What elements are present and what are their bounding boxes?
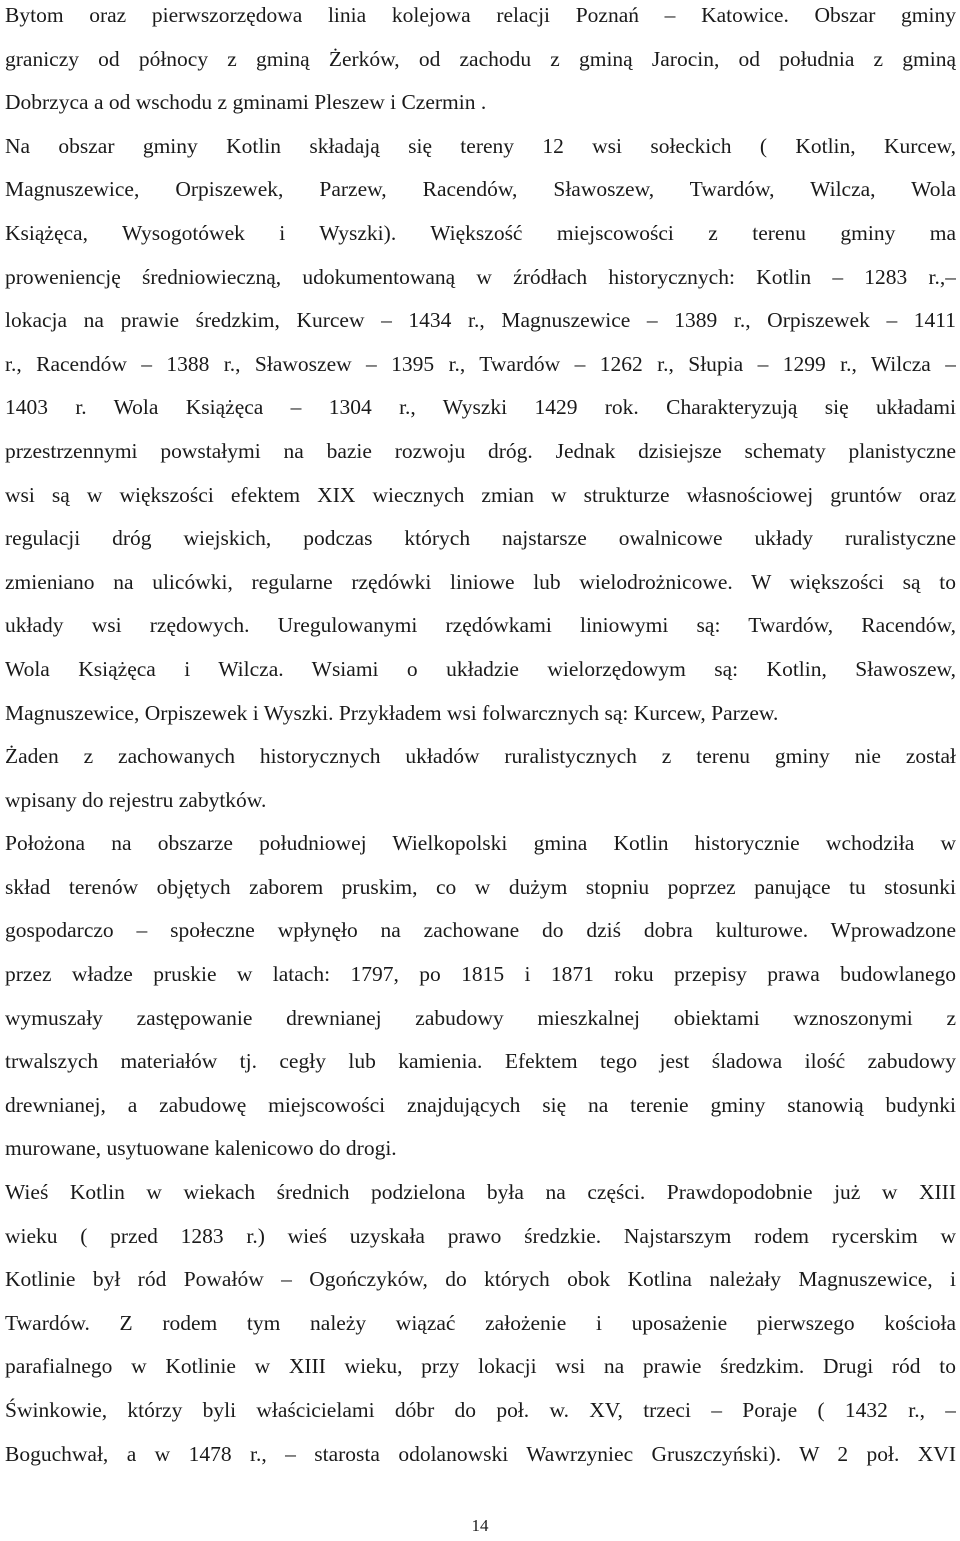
text-line: Świnkowie, którzy byli właścicielami dóbr do poł. w. XV, trzeci – Poraje ( 1432 r., – [5, 1398, 956, 1422]
text-line: skład terenów objętych zaborem pruskim, co w dużym stopniu poprzez panujące tu stosunki [5, 874, 956, 899]
text-line: przez władze pruskie w latach: 1797, po 1815 i 1871 roku przepisy prawa budowlanego [5, 962, 956, 987]
text-line: układy wsi rzędowych. Uregulowanymi rzędówkami liniowymi są: Twardów, Racendów, [5, 613, 956, 638]
page-number: 14 [471, 1516, 489, 1535]
text-line: trwalszych materiałów tj. cegły lub kamienia. Efektem tego jest śladowa ilość zabudowy [5, 1049, 956, 1074]
text-line: Bytom oraz pierwszorzędowa linia kolejowa relacji Poznań – Katowice. Obszar gminy [5, 3, 956, 27]
text-line: zmieniano na ulicówki, regularne rzędówki liniowe lub wielodrożnicowe. W większości są to [5, 569, 956, 594]
text-line: Wola Książęca i Wilcza. Wsiami o układzie wielorzędowym są: Kotlin, Sławoszew, [5, 656, 956, 681]
text-line: 1403 r. Wola Książęca – 1304 r., Wyszki 1429 rok. Charakteryzują się układami [5, 395, 956, 420]
text-line: wpisany do rejestru zabytków. [5, 787, 267, 812]
body-text [5, 0, 956, 1476]
text-line: wsi są w większości efektem XIX wiecznych zmian w strukturze własnościowej gruntów oraz [5, 482, 956, 507]
text-line: proweniencję średniowieczną, udokumentowaną w źródłach historycznych: Kotlin – 1283 r.,– [5, 264, 956, 289]
text-line: Magnuszewice, Orpiszewek i Wyszki. Przykładem wsi folwarcznych są: Kurcew, Parzew. [5, 700, 779, 725]
text-line: Żaden z zachowanych historycznych układów ruralistycznych z terenu gminy nie został [5, 744, 956, 769]
text-line: graniczy od północy z gminą Żerków, od zachodu z gminą Jarocin, od południa z gminą [5, 46, 956, 71]
text-line: Książęca, Wysogotówek i Wyszki). Większość miejscowości z terenu gminy ma [5, 220, 956, 245]
text-line: r., Racendów – 1388 r., Sławoszew – 1395 r., Twardów – 1262 r., Słupia – 1299 r., Wilcza – [5, 351, 956, 376]
text-line: Dobrzyca a od wschodu z gminami Pleszew i Czermin . [5, 90, 487, 115]
text-line: Boguchwał, a w 1478 r., – starosta odolanowski Wawrzyniec Gruszczyński). W 2 poł. XVI [5, 1441, 956, 1466]
text-line: parafialnego w Kotlinie w XIII wieku, przy lokacji wsi na prawie średzkim. Drugi ród to [5, 1354, 956, 1379]
text-line: Kotlinie był ród Powałów – Ogończyków, do których obok Kotlina należały Magnuszewice, i [5, 1267, 956, 1292]
text-line: Magnuszewice, Orpiszewek, Parzew, Racendów, Sławoszew, Twardów, Wilcza, Wola [5, 177, 956, 202]
text-line: gospodarczo – społeczne wpłynęło na zachowane do dziś dobra kulturowe. Wprowadzone [5, 918, 956, 943]
text-line: lokacja na prawie średzkim, Kurcew – 1434 r., Magnuszewice – 1389 r., Orpiszewek – 1411 [5, 308, 956, 333]
text-line: Twardów. Z rodem tym należy wiązać założenie i uposażenie pierwszego kościoła [5, 1310, 956, 1335]
text-line: wieku ( przed 1283 r.) wieś uzyskała prawo średzkie. Najstarszym rodem rycerskim w [5, 1223, 956, 1248]
text-line: Wieś Kotlin w wiekach średnich podzielona była na części. Prawdopodobnie już w XIII [5, 1180, 956, 1205]
text-line: wymuszały zastępowanie drewnianej zabudowy mieszkalnej obiektami wznoszonymi z [5, 1005, 956, 1030]
text-line: murowane, usytuowane kalenicowo do drogi. [5, 1136, 397, 1161]
text-line: Położona na obszarze południowej Wielkopolski gmina Kotlin historycznie wchodziła w [5, 831, 956, 856]
text-line: przestrzennymi powstałymi na bazie rozwoju dróg. Jednak dzisiejsze schematy planistyczne [5, 438, 956, 463]
text-line: Na obszar gminy Kotlin składają się tereny 12 wsi sołeckich ( Kotlin, Kurcew, [5, 133, 956, 158]
text-line: drewnianej, a zabudowę miejscowości znajdujących się na terenie gminy stanowią budynki [5, 1092, 956, 1117]
text-line: regulacji dróg wiejskich, podczas których najstarsze owalnicowe układy ruralistyczne [5, 526, 956, 551]
